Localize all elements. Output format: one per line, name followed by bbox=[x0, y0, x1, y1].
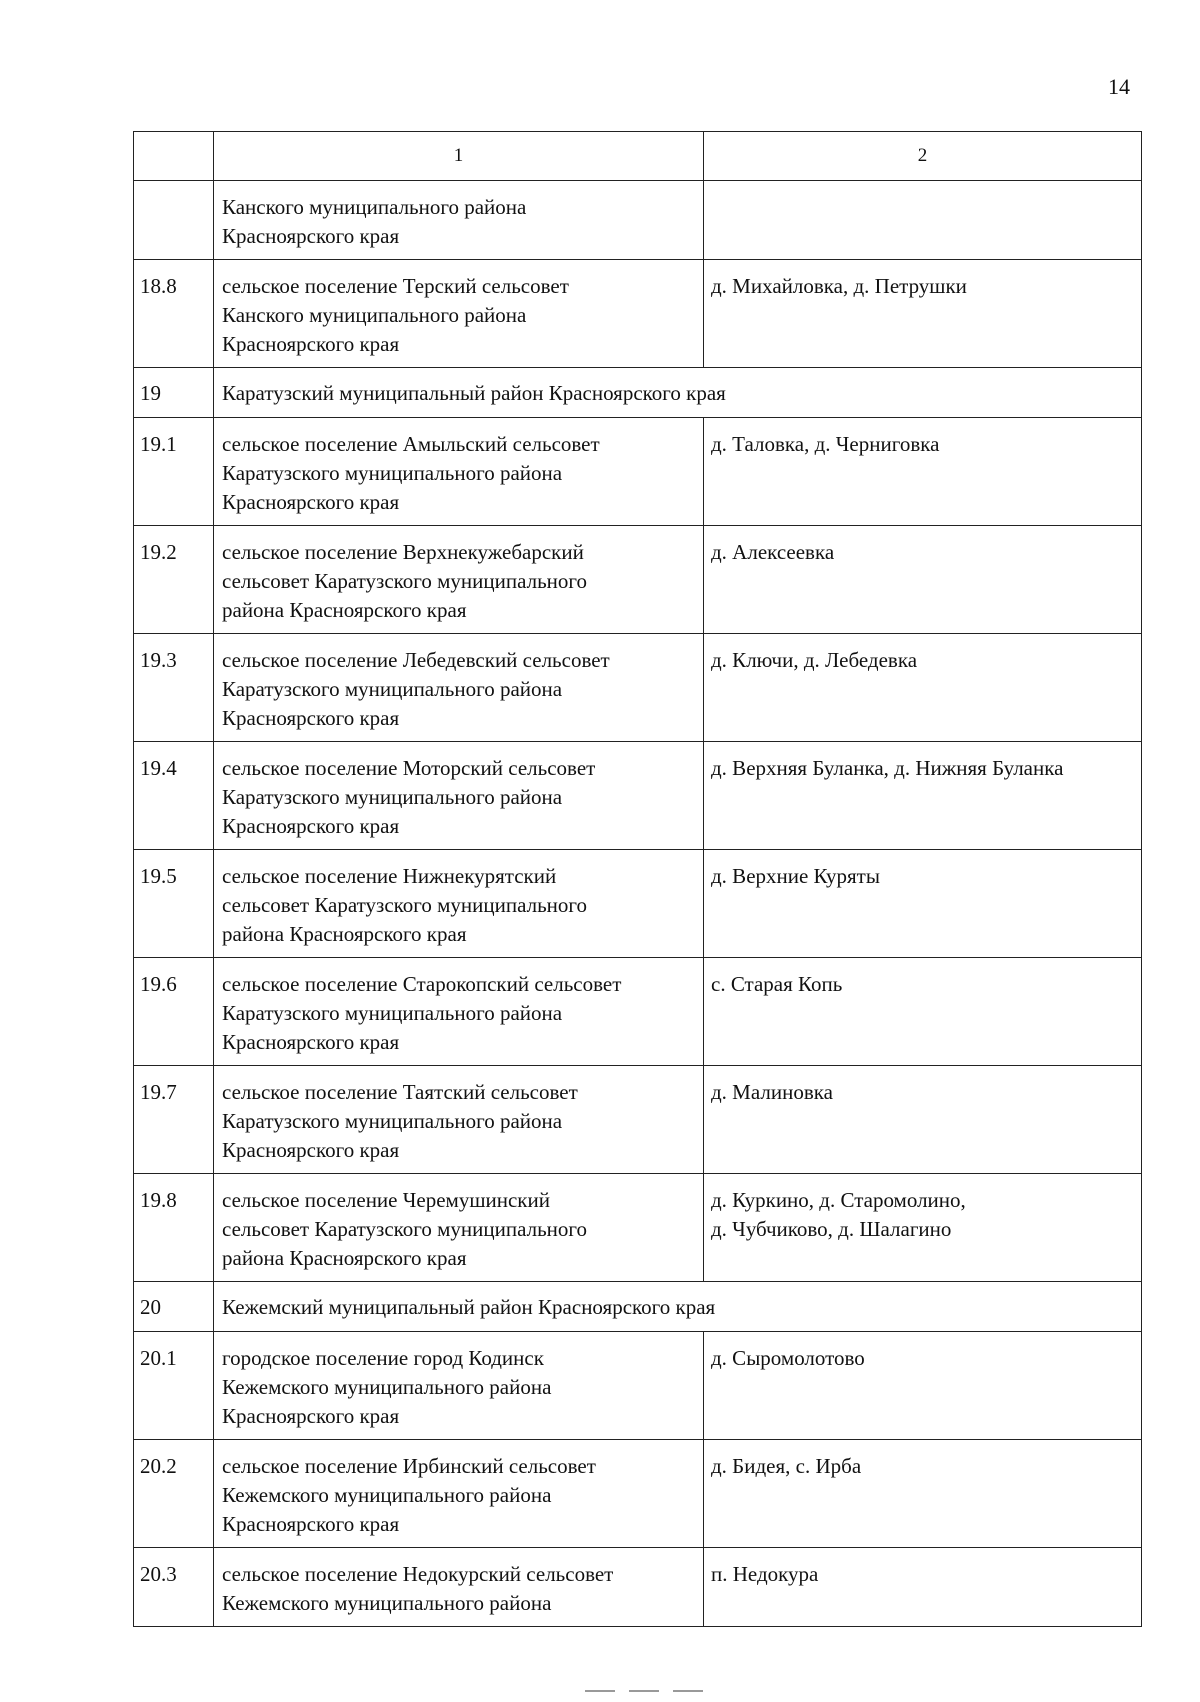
settlement-name: сельское поселение Старокопский сельсовет Каратузского муниципального района Красноярского края bbox=[214, 958, 704, 1066]
settlement-places: д. Малиновка bbox=[704, 1066, 1142, 1174]
table-row bbox=[134, 260, 1142, 368]
settlement-places: д. Бидея, с. Ирба bbox=[704, 1440, 1142, 1548]
settlement-name: сельское поселение Верхнекужебарский сельсовет Каратузского муниципального района Красноярского края bbox=[214, 526, 704, 634]
table-row bbox=[134, 634, 1142, 742]
table-row bbox=[134, 958, 1142, 1066]
settlement-places: д. Верхние Куряты bbox=[704, 850, 1142, 958]
settlement-name: городское поселение город Кодинск Кежемского муниципального района Красноярского края bbox=[214, 1332, 704, 1440]
settlement-name: сельское поселение Таятский сельсовет Каратузского муниципального района Красноярского края bbox=[214, 1066, 704, 1174]
table-header-row bbox=[134, 132, 1142, 181]
table-row bbox=[134, 1066, 1142, 1174]
settlement-name: сельское поселение Лебедевский сельсовет Каратузского муниципального района Красноярского края bbox=[214, 634, 704, 742]
row-number: 19 bbox=[134, 368, 214, 418]
table-row bbox=[134, 418, 1142, 526]
district-name: Каратузский муниципальный район Красноярского края bbox=[214, 368, 1142, 418]
row-number: 20.3 bbox=[134, 1548, 214, 1627]
district-row bbox=[134, 1282, 1142, 1332]
row-number: 19.2 bbox=[134, 526, 214, 634]
row-number: 19.1 bbox=[134, 418, 214, 526]
row-number: 19.3 bbox=[134, 634, 214, 742]
table-row bbox=[134, 526, 1142, 634]
table-row bbox=[134, 1548, 1142, 1627]
settlement-places: д. Таловка, д. Черниговка bbox=[704, 418, 1142, 526]
settlement-places: д. Алексеевка bbox=[704, 526, 1142, 634]
settlement-places: д. Михайловка, д. Петрушки bbox=[704, 260, 1142, 368]
row-number: 19.8 bbox=[134, 1174, 214, 1282]
settlement-places: д. Куркино, д. Старомолино, д. Чубчиково, д. Шалагино bbox=[704, 1174, 1142, 1282]
scan-mark bbox=[673, 1690, 703, 1692]
row-number: 19.5 bbox=[134, 850, 214, 958]
settlement-name: Канского муниципального района Красноярского края bbox=[214, 181, 704, 260]
settlement-places: д. Ключи, д. Лебедевка bbox=[704, 634, 1142, 742]
row-number: 18.8 bbox=[134, 260, 214, 368]
scan-mark bbox=[585, 1690, 615, 1692]
table-row bbox=[134, 1332, 1142, 1440]
row-number: 20.1 bbox=[134, 1332, 214, 1440]
settlement-places: п. Недокура bbox=[704, 1548, 1142, 1627]
settlement-places: д. Сыромолотово bbox=[704, 1332, 1142, 1440]
table-row bbox=[134, 850, 1142, 958]
settlement-places bbox=[704, 181, 1142, 260]
settlement-name: сельское поселение Черемушинский сельсовет Каратузского муниципального района Красноярского края bbox=[214, 1174, 704, 1282]
settlement-name: сельское поселение Амыльский сельсовет Каратузского муниципального района Красноярского края bbox=[214, 418, 704, 526]
header-col-1: 1 bbox=[214, 132, 704, 181]
scan-mark bbox=[629, 1690, 659, 1692]
settlement-name: сельское поселение Моторский сельсовет Каратузского муниципального района Красноярского края bbox=[214, 742, 704, 850]
settlement-name: сельское поселение Недокурский сельсовет Кежемского муниципального района bbox=[214, 1548, 704, 1627]
table-row bbox=[134, 742, 1142, 850]
settlement-name: сельское поселение Ирбинский сельсовет Кежемского муниципального района Красноярского края bbox=[214, 1440, 704, 1548]
row-number: 19.7 bbox=[134, 1066, 214, 1174]
table-row bbox=[134, 1440, 1142, 1548]
district-name: Кежемский муниципальный район Красноярского края bbox=[214, 1282, 1142, 1332]
row-number: 19.4 bbox=[134, 742, 214, 850]
row-number: 20 bbox=[134, 1282, 214, 1332]
page-number: 14 bbox=[1108, 74, 1130, 99]
settlement-places: д. Верхняя Буланка, д. Нижняя Буланка bbox=[704, 742, 1142, 850]
settlement-name: сельское поселение Нижнекурятский сельсовет Каратузского муниципального района Красноярского края bbox=[214, 850, 704, 958]
table-row bbox=[134, 181, 1142, 260]
district-row bbox=[134, 368, 1142, 418]
footer-scan-marks bbox=[585, 1690, 703, 1692]
settlement-name: сельское поселение Терский сельсовет Канского муниципального района Красноярского края bbox=[214, 260, 704, 368]
settlement-places: с. Старая Копь bbox=[704, 958, 1142, 1066]
header-col-num bbox=[134, 132, 214, 181]
row-number: 20.2 bbox=[134, 1440, 214, 1548]
row-number bbox=[134, 181, 214, 260]
table-body bbox=[134, 132, 1142, 1627]
header-col-2: 2 bbox=[704, 132, 1142, 181]
settlements-table bbox=[133, 131, 1142, 1627]
table-row bbox=[134, 1174, 1142, 1282]
row-number: 19.6 bbox=[134, 958, 214, 1066]
